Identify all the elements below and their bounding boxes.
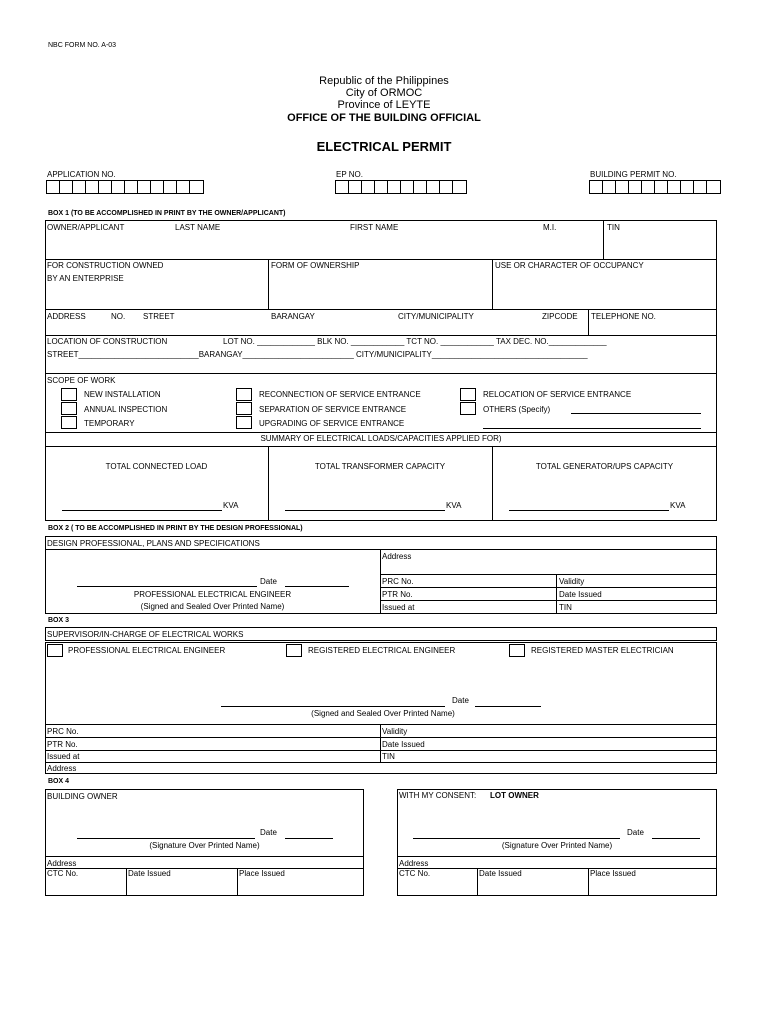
box2-prc-no-label: PRC No. bbox=[382, 577, 414, 586]
lot-owner-date-line[interactable] bbox=[652, 838, 700, 839]
building-owner-date-label: Date bbox=[260, 828, 277, 837]
box3-signature-line[interactable] bbox=[221, 706, 445, 707]
separation-label: SEPARATION OF SERVICE ENTRANCE bbox=[259, 405, 407, 414]
kva-unit-3: KVA bbox=[670, 501, 686, 510]
box3-prc-no-label: PRC No. bbox=[47, 727, 79, 736]
box2-title: BOX 2 ( TO BE ACCOMPLISHED IN PRINT BY THE DESIGN PROFESSIONAL) bbox=[48, 525, 303, 532]
reconnection-checkbox[interactable] bbox=[236, 388, 252, 401]
barangay-label: BARANGAY bbox=[271, 312, 315, 321]
box3-pee-label: PROFESSIONAL ELECTRICAL ENGINEER bbox=[68, 646, 226, 655]
box3-rme-label: REGISTERED MASTER ELECTRICIAN bbox=[531, 646, 674, 655]
lot-owner-place-issued-label: Place Issued bbox=[590, 869, 636, 878]
others-specify-line-2[interactable] bbox=[483, 428, 701, 429]
box3-date-line[interactable] bbox=[475, 706, 541, 707]
total-generator-capacity-label: TOTAL GENERATOR/UPS CAPACITY bbox=[535, 462, 674, 471]
total-connected-load-label: TOTAL CONNECTED LOAD bbox=[105, 462, 208, 471]
header-province: Province of LEYTE bbox=[337, 99, 431, 111]
building-permit-no-label: BUILDING PERMIT NO. bbox=[590, 170, 677, 179]
design-professional-label: DESIGN PROFESSIONAL, PLANS AND SPECIFICATIONS bbox=[47, 539, 260, 548]
header-city: City of ORMOC bbox=[345, 87, 423, 99]
annual-inspection-checkbox[interactable] bbox=[61, 402, 77, 415]
building-owner-place-issued-label: Place Issued bbox=[239, 869, 285, 878]
page-title: ELECTRICAL PERMIT bbox=[316, 139, 452, 154]
box2-signature-line[interactable] bbox=[77, 586, 257, 587]
relocation-checkbox[interactable] bbox=[460, 388, 476, 401]
reconnection-label: RECONNECTION OF SERVICE ENTRANCE bbox=[259, 390, 421, 399]
others-checkbox[interactable] bbox=[460, 402, 476, 415]
scope-of-work-label: SCOPE OF WORK bbox=[47, 376, 116, 385]
owner-applicant-label: OWNER/APPLICANT bbox=[47, 223, 125, 232]
building-owner-signature-label: (Signature Over Printed Name) bbox=[149, 841, 260, 850]
lot-owner-signature-line[interactable] bbox=[413, 838, 620, 839]
box3-ptr-no-label: PTR No. bbox=[47, 740, 78, 749]
box3-issued-at-label: Issued at bbox=[47, 752, 80, 761]
kva-unit-1: KVA bbox=[223, 501, 239, 510]
box3-title: BOX 3 bbox=[48, 617, 70, 624]
box3-pee-checkbox[interactable] bbox=[47, 644, 63, 657]
last-name-label: LAST NAME bbox=[175, 223, 221, 232]
building-owner-ctc-label: CTC No. bbox=[47, 869, 79, 878]
header-office: OFFICE OF THE BUILDING OFFICIAL bbox=[287, 112, 481, 124]
with-consent-label: WITH MY CONSENT: bbox=[399, 791, 477, 800]
building-owner-signature-line[interactable] bbox=[77, 838, 255, 839]
box2-tin-label: TIN bbox=[559, 603, 572, 612]
box3-rme-checkbox[interactable] bbox=[509, 644, 525, 657]
use-or-character-label: USE OR CHARACTER OF OCCUPANCY bbox=[495, 261, 644, 270]
lot-blk-tct-line: LOT NO. _____________ BLK NO. ____________ TCT NO. ____________ TAX DEC. NO._____________ bbox=[223, 337, 607, 346]
lot-owner-address-label: Address bbox=[399, 859, 429, 868]
separation-checkbox[interactable] bbox=[236, 402, 252, 415]
box3-frame bbox=[45, 642, 717, 774]
relocation-label: RELOCATION OF SERVICE ENTRANCE bbox=[483, 390, 632, 399]
total-transformer-capacity-label: TOTAL TRANSFORMER CAPACITY bbox=[314, 462, 446, 471]
summary-label: SUMMARY OF ELECTRICAL LOADS/CAPACITIES APPLIED FOR) bbox=[260, 434, 502, 443]
upgrading-checkbox[interactable] bbox=[236, 416, 252, 429]
box3-validity-label: Validity bbox=[382, 727, 408, 736]
upgrading-label: UPGRADING OF SERVICE ENTRANCE bbox=[259, 419, 405, 428]
lot-owner-date-issued-label: Date Issued bbox=[479, 869, 522, 878]
box2-pee-label: PROFESSIONAL ELECTRICAL ENGINEER bbox=[133, 590, 292, 599]
box3-ree-checkbox[interactable] bbox=[286, 644, 302, 657]
box2-issued-at-label: Issued at bbox=[382, 603, 415, 612]
transformer-capacity-input-line[interactable] bbox=[285, 510, 445, 511]
ep-no-label: EP NO. bbox=[336, 170, 363, 179]
header-republic: Republic of the Philippines bbox=[319, 75, 449, 87]
generator-capacity-input-line[interactable] bbox=[509, 510, 669, 511]
box2-date-line[interactable] bbox=[285, 586, 349, 587]
temporary-checkbox[interactable] bbox=[61, 416, 77, 429]
box3-ree-label: REGISTERED ELECTRICAL ENGINEER bbox=[308, 646, 456, 655]
box4-title: BOX 4 bbox=[48, 778, 70, 785]
lot-owner-date-label: Date bbox=[627, 828, 644, 837]
annual-inspection-label: ANNUAL INSPECTION bbox=[84, 405, 168, 414]
box3-signed-sealed-label: (Signed and Sealed Over Printed Name) bbox=[311, 709, 455, 718]
form-number: NBC FORM NO. A-03 bbox=[48, 42, 117, 49]
building-owner-date-issued-label: Date Issued bbox=[128, 869, 171, 878]
building-owner-date-line[interactable] bbox=[285, 838, 333, 839]
box2-signed-sealed-label: (Signed and Sealed Over Printed Name) bbox=[140, 602, 285, 611]
box2-validity-label: Validity bbox=[559, 577, 585, 586]
street-label: STREET bbox=[143, 312, 175, 321]
building-owner-address-label: Address bbox=[47, 859, 77, 868]
application-no-label: APPLICATION NO. bbox=[47, 170, 116, 179]
lot-owner-signature-label: (Signature Over Printed Name) bbox=[501, 841, 613, 850]
box2-address-label: Address bbox=[382, 552, 412, 561]
address-label: ADDRESS bbox=[47, 312, 86, 321]
street-barangay-city-line: STREET___________________________BARANGAY_________________________ CITY/MUNICIPALITY___________________________________ bbox=[47, 350, 588, 359]
supervisor-label: SUPERVISOR/IN-CHARGE OF ELECTRICAL WORKS bbox=[47, 630, 244, 639]
tin-label: TIN bbox=[607, 223, 620, 232]
mi-label: M.I. bbox=[543, 223, 557, 232]
box3-tin-label: TIN bbox=[382, 752, 395, 761]
temporary-label: TEMPORARY bbox=[84, 419, 135, 428]
new-installation-label: NEW INSTALLATION bbox=[84, 390, 161, 399]
box2-date-issued-label: Date Issued bbox=[559, 590, 602, 599]
kva-unit-2: KVA bbox=[446, 501, 462, 510]
by-enterprise-label: BY AN ENTERPRISE bbox=[47, 274, 124, 283]
others-specify-line[interactable] bbox=[571, 413, 701, 414]
connected-load-input-line[interactable] bbox=[62, 510, 222, 511]
box3-date-label: Date bbox=[452, 696, 469, 705]
building-permit-no-cells[interactable] bbox=[589, 180, 721, 194]
telephone-label: TELEPHONE NO. bbox=[591, 312, 656, 321]
form-of-ownership-label: FORM OF OWNERSHIP bbox=[271, 261, 360, 270]
application-no-cells[interactable] bbox=[46, 180, 204, 194]
box3-date-issued-label: Date Issued bbox=[382, 740, 425, 749]
box2-ptr-no-label: PTR No. bbox=[382, 590, 413, 599]
city-municipality-label: CITY/MUNICIPALITY bbox=[398, 312, 474, 321]
ep-no-cells[interactable] bbox=[335, 180, 467, 194]
no-label: NO. bbox=[111, 312, 126, 321]
others-label: OTHERS (Specify) bbox=[483, 405, 551, 414]
zipcode-label: ZIPCODE bbox=[542, 312, 578, 321]
first-name-label: FIRST NAME bbox=[350, 223, 399, 232]
box2-date-label: Date bbox=[260, 577, 277, 586]
for-construction-label: FOR CONSTRUCTION OWNED bbox=[47, 261, 164, 270]
box3-address-label: Address bbox=[47, 764, 77, 773]
lot-owner-ctc-label: CTC No. bbox=[399, 869, 431, 878]
building-owner-label: BUILDING OWNER bbox=[47, 792, 118, 801]
location-label: LOCATION OF CONSTRUCTION bbox=[47, 337, 168, 346]
lot-owner-label: LOT OWNER bbox=[490, 791, 539, 800]
box1-title: BOX 1 (TO BE ACCOMPLISHED IN PRINT BY THE OWNER/APPLICANT) bbox=[48, 210, 286, 217]
new-installation-checkbox[interactable] bbox=[61, 388, 77, 401]
